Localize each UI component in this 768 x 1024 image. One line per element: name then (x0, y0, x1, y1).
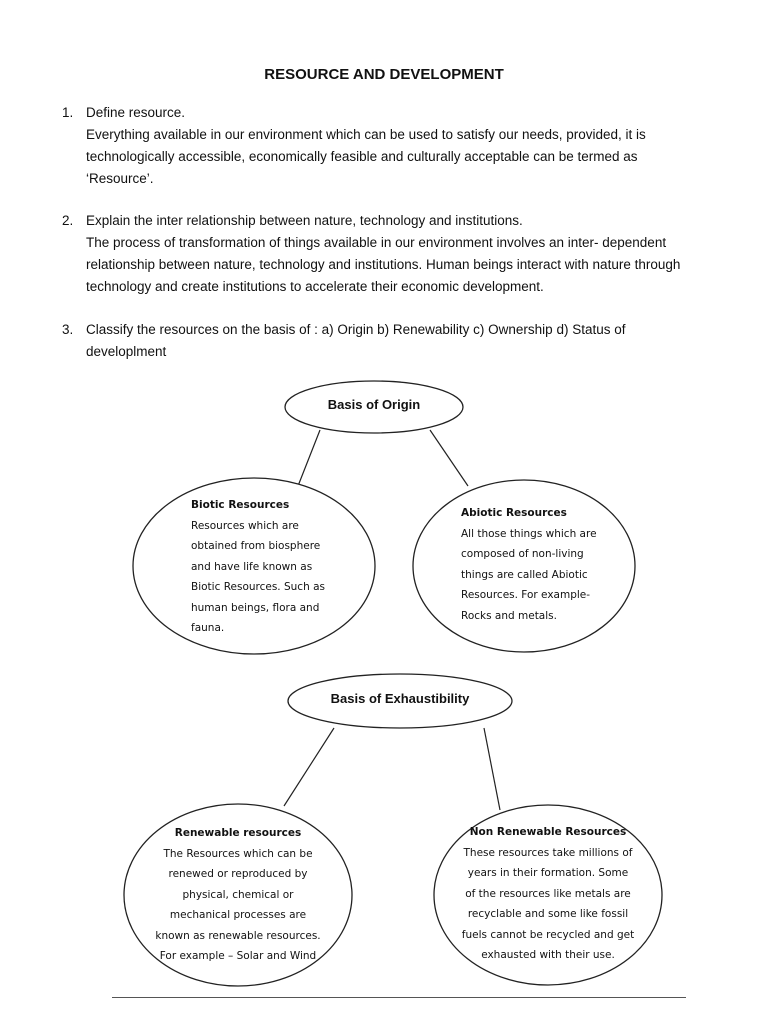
text-line: human beings, flora and (191, 601, 320, 614)
question-number: 1. (62, 105, 74, 120)
answer-text: The process of transformation of things available in our environment involves an inter- dependent relationship between nature, technology and institutions. Human beings interact with nature through technology and create institutions to accelerate their economic development. (86, 235, 681, 294)
text-line: things are called Abiotic (461, 568, 588, 581)
abiotic-title: Abiotic Resources (461, 507, 567, 519)
renewable-title: Renewable resources (174, 827, 302, 839)
text-line: recyclable and some like fossil (467, 908, 629, 920)
question-text: Explain the inter relationship between nature, technology and institutions. (86, 213, 523, 228)
connector-line (484, 728, 500, 810)
text-line: These resources take millions of (463, 846, 633, 859)
text-line: For example – Solar and Wind (159, 950, 317, 962)
text-line: physical, chemical or (182, 888, 294, 901)
text-line: composed of non-living (461, 548, 584, 560)
text-line: exhausted with their use. (481, 949, 615, 961)
page-title: RESOURCE AND DEVELOPMENT (264, 66, 504, 83)
answer-text: Everything available in our environment which can be used to satisfy our needs, provided, it is technologically accessible, economically feasible and culturally acceptable can be termed as ‘Resource’. (86, 127, 646, 186)
exhaustibility-heading: Basis of Exhaustibility (330, 691, 470, 706)
question-text: Classify the resources on the basis of : a) Origin b) Renewability c) Ownership d) Status of developlment (86, 322, 626, 359)
bottom-divider (112, 997, 686, 998)
question-number: 2. (62, 213, 74, 228)
text-line: mechanical processes are (169, 909, 307, 921)
abiotic-text (461, 503, 631, 626)
renewable-text (138, 823, 338, 967)
text-line: Rocks and metals. (461, 609, 557, 622)
text-line: Resources which are (191, 519, 299, 532)
text-line: The Resources which can be (163, 847, 313, 860)
question-text: Define resource. (86, 105, 186, 120)
text-line: known as renewable resources. (155, 929, 321, 942)
text-line: Resources. For example- (461, 589, 591, 601)
text-line: Biotic Resources. Such as (191, 581, 325, 593)
text-line: fauna. (191, 622, 225, 634)
text-line: obtained from biosphere (191, 540, 321, 552)
connector-line (284, 728, 334, 806)
biotic-title: Biotic Resources (191, 499, 290, 511)
connector-line (298, 430, 320, 486)
text-line: of the resources like metals are (465, 887, 631, 900)
text-line: renewed or reproduced by (168, 868, 308, 880)
text-line: All those things which are (461, 527, 597, 540)
origin-heading: Basis of Origin (327, 397, 421, 412)
text-line: years in their formation. Some (467, 867, 629, 879)
non-renewable-title: Non Renewable Resources (469, 826, 627, 838)
biotic-text (191, 495, 361, 639)
connector-line (430, 430, 468, 486)
non-renewable-text (446, 822, 650, 966)
text-line: and have life known as (191, 560, 313, 573)
question-number: 3. (62, 322, 74, 337)
text-line: fuels cannot be recycled and get (461, 928, 635, 941)
